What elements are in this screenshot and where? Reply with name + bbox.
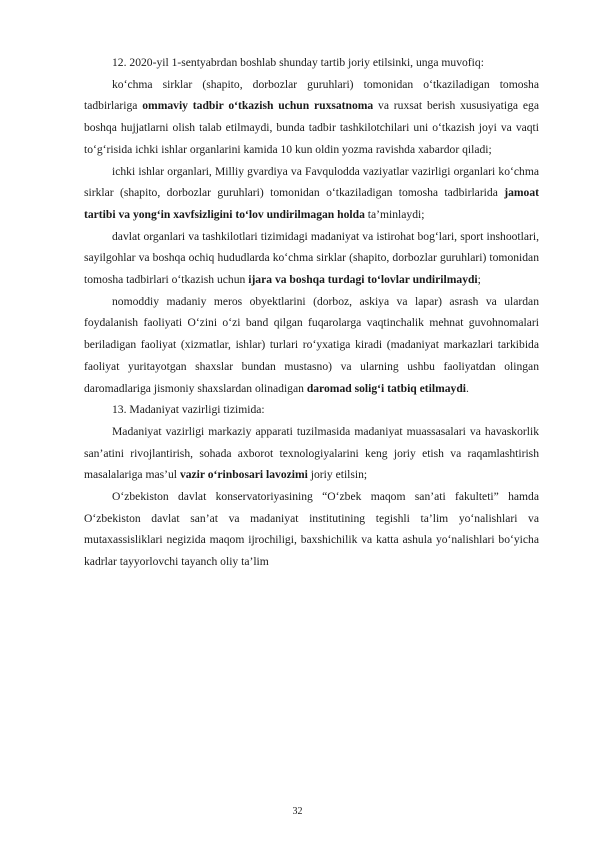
paragraph-4-text: davlat organlari va tashkilotlari tizimidagi madaniyat va istirohat bog‘lari, sport inshootlari, sayilgohlar va boshqa ochiq hududlarda ko‘chma sirklar (shapito, dorbozlar guruhlari) tomonidan tomosha tadbirlari o‘tkazish uchun xyxy=(84,229,539,287)
paragraph-4-emphasis: ijara va boshqa turdagi to‘lovlar undirilmaydi xyxy=(248,273,478,287)
paragraph-6-text: 13. Madaniyat vazirligi tizimida: xyxy=(112,403,265,417)
paragraph-5-text-end: . xyxy=(466,381,469,395)
page-number: 32 xyxy=(292,806,303,817)
paragraph-4-text-end: ; xyxy=(477,273,481,287)
paragraph-6 xyxy=(84,399,539,421)
paragraph-5 xyxy=(84,291,539,400)
paragraph-8-text: O‘zbekiston davlat konservatoriyasining “O‘zbek maqom san’ati fakulteti” hamda O‘zbekiston davlat san’at va madaniyat institutining tegishli ta’lim yo‘nalishlari va mutaxassisliklari negizida maqom ijrochiligi, baxshichilik va katta ashula yo‘nalishlari bo‘yicha kadrlar tayyorlovchi tayanch oliy ta’lim xyxy=(84,490,539,569)
paragraph-7-text: Madaniyat vazirligi markaziy apparati tuzilmasida madaniyat muassasalari va havaskorlik san’atini rivojlantirish, sohada axborot texnologiyalarini keng joriy etish va raqamlashtirish masalalariga mas’ul xyxy=(84,424,539,482)
paragraph-1 xyxy=(84,52,539,74)
paragraph-2 xyxy=(84,74,539,161)
paragraph-7 xyxy=(84,421,539,486)
paragraph-7-text-end: joriy etilsin; xyxy=(307,468,368,482)
paragraph-2-emphasis: ommaviy tadbir o‘tkazish uchun ruxsatnoma xyxy=(142,99,374,113)
paragraph-1-text: 12. 2020-yil 1-sentyabrdan boshlab shunday tartib joriy etilsinki, unga muvofiq: xyxy=(112,56,484,69)
paragraph-8 xyxy=(84,486,539,573)
paragraph-5-emphasis: daromad solig‘i tatbiq etilmaydi xyxy=(306,381,467,395)
paragraph-5-text: nomoddiy madaniy meros obyektlarini (dorboz, askiya va lapar) asrash va ulardan foydalanish faoliyati O‘zini o‘zi band qilgan fuqarolarga vaqtinchalik mehnat guvohnomalari beriladigan faoliyat (xizmatlar, ishlar) turlari ro‘yxatiga kiradi (madaniyat markazlari tarkibida faoliyat yuritayotgan shaxslar bundan mustasno) va ularning ushbu faoliyatdan olingan daromadlariga jismoniy shaxslardan olinadigan xyxy=(84,294,539,395)
document-body xyxy=(84,52,539,573)
paragraph-3 xyxy=(84,161,539,226)
paragraph-3-text: ichki ishlar organlari, Milliy gvardiya va Favqulodda vaziyatlar vazirligi organlari ko‘chma sirklar (shapito, dorbozlar guruhlari) tomonidan o‘tkaziladigan tomosha tadbirlarida xyxy=(84,164,539,200)
paragraph-3-text-end: ta’minlaydi; xyxy=(364,207,425,221)
paragraph-4 xyxy=(84,226,539,291)
paragraph-2-text-end: va ruxsat berish xususiyatiga ega boshqa hujjatlarni olish talab etilmaydi, bunda tadbir tashkilotchilari uni o‘tkazish joyi va vaqti to‘g‘risida ichki ishlar organlarini kamida 10 kun oldin yozma ravishda xabardor qiladi; xyxy=(84,99,539,156)
paragraph-7-emphasis: vazir o‘rinbosari lavozimi xyxy=(179,468,308,482)
paragraph-2-text: ko‘chma sirklar (shapito, dorbozlar guruhlari) tomonidan o‘tkaziladigan tomosha tadbirlariga xyxy=(84,77,539,113)
paragraph-3-emphasis: jamoat tartibi va yong‘in xavfsizligini to‘lov undirilmagan holda xyxy=(84,186,539,221)
